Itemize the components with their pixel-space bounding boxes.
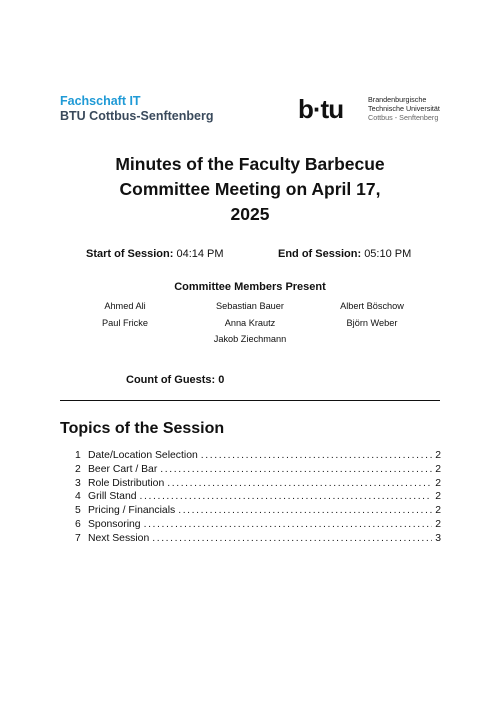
toc-page: 2 [435,518,441,530]
document-title [60,152,440,227]
toc-label: Grill Stand [88,491,137,503]
toc-label: Sponsoring [88,518,141,530]
toc-entry[interactable] [75,450,441,464]
toc-entry[interactable] [75,533,441,547]
toc-entry[interactable] [75,464,441,478]
title-line: Minutes of the Faculty Barbecue [115,154,385,174]
session-end [278,248,411,260]
topics-heading: Topics of the Session [60,420,225,437]
toc-number: 1 [75,450,81,461]
toc-number: 5 [75,505,81,517]
university-name-line: Cottbus - Senftenberg [368,113,439,122]
toc-number: 3 [75,477,81,489]
toc-page: 2 [435,505,441,517]
toc-label: Role Distribution [88,477,165,489]
toc-leader [167,478,432,489]
toc-entry[interactable] [75,505,441,519]
guest-count-label: Count of Guests: [126,374,216,386]
session-start-label: Start of Session: [86,248,174,260]
member-name: Sebastian Bauer [216,301,284,311]
toc-leader [152,533,432,544]
org-university: BTU Cottbus-Senftenberg [60,109,214,123]
org-name: Fachschaft IT [60,94,141,108]
toc-label: Next Session [88,532,150,544]
toc-label: Date/Location Selection [88,450,198,461]
toc-entry[interactable] [75,491,441,505]
member-name: Albert Böschow [340,301,404,311]
title-line: Committee Meeting on April 17, [119,179,381,199]
org-logo-text [60,94,213,124]
university-name [368,95,440,122]
toc-leader [160,464,432,475]
topics-list [75,450,441,547]
toc-leader [201,450,432,461]
guest-count-value: 0 [218,374,225,386]
member-name: Jakob Ziechmann [213,334,287,344]
toc-label: Beer Cart / Bar [88,463,158,475]
toc-page: 2 [435,491,441,503]
university-name-line: Technische Universität [368,104,440,113]
session-end-value: 05:10 PM [364,248,412,260]
toc-label: Pricing / Financials [88,505,176,517]
session-start-value: 04:14 PM [176,248,224,260]
university-name-line: Brandenburgische [368,95,427,104]
toc-number: 4 [75,491,81,503]
toc-page: 2 [435,450,441,461]
member-name: Ahmed Ali [104,301,146,311]
toc-leader [140,491,433,502]
toc-page: 2 [435,463,441,475]
toc-number: 6 [75,518,81,530]
toc-number: 7 [75,532,81,544]
toc-page: 3 [435,532,441,544]
btu-logo-mark: b·tu [298,94,344,124]
member-name: Anna Krautz [224,318,276,328]
toc-entry[interactable] [75,478,441,492]
toc-page: 2 [435,477,441,489]
session-start [86,248,224,260]
member-name: Björn Weber [346,318,398,328]
toc-number: 2 [75,463,81,475]
member-name: Paul Fricke [102,318,148,328]
guest-count [126,374,224,386]
toc-entry[interactable] [75,519,441,533]
section-divider [60,400,440,401]
members-heading: Committee Members Present [174,281,326,293]
toc-leader [178,505,432,516]
title-line: 2025 [230,204,270,224]
session-end-label: End of Session: [278,248,362,260]
toc-leader [144,519,433,530]
